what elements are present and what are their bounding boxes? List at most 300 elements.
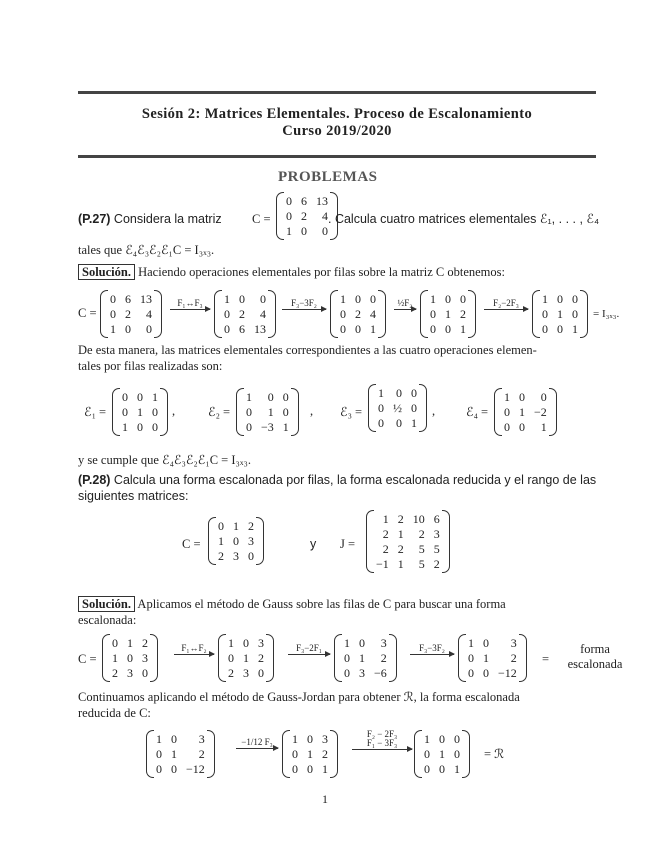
matrix-cell: 0 xyxy=(246,420,252,434)
matrix-cell: −2 xyxy=(534,405,547,419)
matrix-grid xyxy=(244,388,291,436)
p27-chain-start: C = xyxy=(78,306,97,320)
p28-op2-arrow xyxy=(236,738,278,749)
matrix-cell: 0 xyxy=(355,322,361,336)
p27-solution-label: Solución. xyxy=(78,264,135,280)
matrix-cell: 0 xyxy=(228,651,234,665)
p28-solution-a: Aplicamos el método de Gauss sobre las filas de C para buscar una forma xyxy=(137,597,506,611)
matrix-cell: 0 xyxy=(122,405,128,419)
matrix-cell: 0 xyxy=(239,292,245,306)
matrix-grid xyxy=(428,290,468,338)
matrix-grid xyxy=(120,388,160,436)
matrix-cell: −12 xyxy=(498,666,517,680)
matrix-cell: 1 xyxy=(430,292,436,306)
matrix-cell: 1 xyxy=(540,420,547,434)
matrix-cell: 0 xyxy=(454,747,460,761)
matrix-cell: 0 xyxy=(127,651,133,665)
p28-chain-start: C = xyxy=(78,652,97,666)
matrix-cell: 0 xyxy=(430,322,436,336)
matrix-cell: 2 xyxy=(460,307,466,321)
matrix-cell: 1 xyxy=(468,636,474,650)
matrix-cell: 4 xyxy=(322,209,328,223)
p28-chain2-end: = ℛ xyxy=(484,747,505,761)
p27-op-arrow xyxy=(484,299,528,310)
matrix-cell: 1 xyxy=(370,322,376,336)
matrix-cell: 0 xyxy=(483,636,489,650)
matrix-cell: 0 xyxy=(146,322,152,336)
matrix-cell: −3 xyxy=(261,420,274,434)
matrix-cell: 1 xyxy=(382,512,389,526)
p27-matrix-name: C = xyxy=(252,212,271,226)
matrix-cell: 1 xyxy=(439,747,445,761)
matrix-cell: 1 xyxy=(307,747,313,761)
matrix-cell: 0 xyxy=(307,732,313,746)
p28-chain-matrix xyxy=(102,634,158,682)
matrix-cell: 0 xyxy=(224,322,230,336)
elem-matrix-4 xyxy=(494,388,557,436)
comma: , xyxy=(432,404,436,418)
p27-label: (P.27) xyxy=(78,212,111,226)
matrix-cell: 0 xyxy=(439,762,445,776)
matrix-cell: 0 xyxy=(258,666,264,680)
matrix-cell: 0 xyxy=(301,224,307,238)
matrix-cell: 0 xyxy=(224,307,230,321)
matrix-cell: 1 xyxy=(112,651,118,665)
matrix-cell: 0 xyxy=(396,416,402,430)
p27-op-arrow xyxy=(282,299,326,310)
matrix-cell: 0 xyxy=(282,390,289,404)
matrix-cell: 0 xyxy=(292,762,298,776)
matrix-cell: 2 xyxy=(418,527,425,541)
paren-right xyxy=(150,634,158,682)
matrix-cell: 0 xyxy=(344,651,350,665)
matrix-cell: 0 xyxy=(340,322,346,336)
paren-right xyxy=(389,634,397,682)
p27-op-label: F₃−3F₂ xyxy=(291,298,317,308)
matrix-cell: 2 xyxy=(322,747,328,761)
matrix-cell: 0 xyxy=(122,390,128,404)
p27-solution-intro: Haciendo operaciones elementales por filas sobre la matriz C obtenemos: xyxy=(138,265,505,279)
matrix-cell: 0 xyxy=(557,322,563,336)
p28-matrix-C xyxy=(208,517,264,565)
p27-op-label: ½F₂ xyxy=(397,298,413,308)
matrix-cell: 6 xyxy=(125,292,131,306)
matrix-cell: 2 xyxy=(228,666,234,680)
paren-left xyxy=(236,388,244,436)
matrix-cell: 0 xyxy=(424,747,430,761)
matrix-cell: 3 xyxy=(233,549,239,563)
p27-op-label: F₁↔F₃ xyxy=(177,298,203,308)
paren-left xyxy=(368,384,376,432)
paren-right xyxy=(462,730,470,778)
paren-right xyxy=(419,384,427,432)
p28-chain-matrix xyxy=(334,634,397,682)
matrix-cell: 1 xyxy=(504,390,510,404)
matrix-cell: 0 xyxy=(218,519,224,533)
matrix-grid xyxy=(374,510,442,573)
paren-left xyxy=(366,510,374,573)
comma: , xyxy=(310,404,314,418)
p27-closing: y se cumple que ℰ₄ℰ₃ℰ₂ℰ₁C = I₃ₓ₃. xyxy=(78,453,251,467)
matrix-cell: 1 xyxy=(344,636,350,650)
matrix-cell: 0 xyxy=(152,405,158,419)
matrix-cell: 0 xyxy=(110,292,116,306)
p28-chain2-matrix xyxy=(282,730,338,778)
paren-right xyxy=(549,388,557,436)
paren-right xyxy=(266,634,274,682)
p28-chain2-matrix xyxy=(146,730,215,778)
matrix-cell: 1 xyxy=(110,322,116,336)
matrix-cell: 0 xyxy=(540,390,547,404)
matrix-cell: 0 xyxy=(460,292,466,306)
matrix-cell: 0 xyxy=(445,292,451,306)
matrix-grid xyxy=(466,634,519,682)
matrix-cell: 0 xyxy=(292,747,298,761)
matrix-cell: 0 xyxy=(171,762,177,776)
paren-right xyxy=(207,730,215,778)
matrix-grid xyxy=(502,388,549,436)
course-title: Curso 2019/2020 xyxy=(282,123,392,139)
matrix-cell: 0 xyxy=(445,322,451,336)
p27-chain-matrix xyxy=(532,290,588,338)
paren-right xyxy=(378,290,386,338)
matrix-cell: 2 xyxy=(510,651,517,665)
matrix-cell: 4 xyxy=(146,307,152,321)
matrix-grid xyxy=(108,290,154,338)
p28-solution-b: escalonada: xyxy=(78,613,137,627)
paren-left xyxy=(146,730,154,778)
paren-left xyxy=(334,634,342,682)
elem-matrix-1 xyxy=(112,388,168,436)
matrix-grid xyxy=(338,290,378,338)
matrix-cell: 0 xyxy=(355,292,361,306)
p28-op-arrow xyxy=(410,644,454,655)
matrix-cell: 0 xyxy=(572,307,578,321)
matrix-cell: 0 xyxy=(454,732,460,746)
p28-op-arrow xyxy=(174,644,214,655)
paren-left xyxy=(214,290,222,338)
matrix-cell: 0 xyxy=(378,416,384,430)
matrix-cell: 0 xyxy=(557,292,563,306)
matrix-cell: 0 xyxy=(542,307,548,321)
matrix-cell: 2 xyxy=(301,209,307,223)
matrix-cell: 1 xyxy=(246,390,252,404)
matrix-cell: 4 xyxy=(260,307,266,321)
matrix-cell: 0 xyxy=(378,401,384,415)
matrix-cell: 0 xyxy=(504,420,510,434)
matrix-grid xyxy=(216,517,256,565)
p28-form-label-1: forma xyxy=(580,642,610,656)
matrix-cell: 0 xyxy=(267,390,274,404)
matrix-cell: 6 xyxy=(301,194,307,208)
matrix-cell: −12 xyxy=(186,762,205,776)
paren-right xyxy=(330,730,338,778)
paren-left xyxy=(112,388,120,436)
p27-chain-matrix xyxy=(100,290,162,338)
matrix-cell: 1 xyxy=(228,636,234,650)
paren-left xyxy=(420,290,428,338)
p28-c-name: C = xyxy=(182,537,201,551)
p28-chain-matrix xyxy=(218,634,274,682)
matrix-cell: 0 xyxy=(246,405,252,419)
matrix-grid xyxy=(154,730,207,778)
matrix-cell: 1 xyxy=(359,651,365,665)
matrix-cell: 1 xyxy=(542,292,548,306)
matrix-cell: 0 xyxy=(125,322,131,336)
matrix-cell: 2 xyxy=(239,307,245,321)
matrix-grid xyxy=(110,634,150,682)
matrix-cell: 3 xyxy=(510,636,517,650)
matrix-cell: 2 xyxy=(380,651,387,665)
matrix-cell: 6 xyxy=(433,512,440,526)
p28-form-label-2: escalonada xyxy=(567,657,623,671)
matrix-cell: 0 xyxy=(424,762,430,776)
paren-left xyxy=(282,730,290,778)
matrix-grid xyxy=(290,730,330,778)
elem-matrix-2 xyxy=(236,388,299,436)
matrix-cell: 0 xyxy=(282,405,289,419)
paren-right xyxy=(442,510,450,573)
elem-matrix-3 xyxy=(368,384,427,432)
matrix-cell: 1 xyxy=(282,420,289,434)
matrix-cell: 0 xyxy=(142,666,148,680)
matrix-cell: 0 xyxy=(152,420,158,434)
matrix-cell: 3 xyxy=(248,534,254,548)
matrix-cell: 2 xyxy=(258,651,264,665)
matrix-cell: 5 xyxy=(418,542,425,556)
paren-left xyxy=(208,517,216,565)
matrix-cell: 1 xyxy=(286,224,292,238)
matrix-cell: 0 xyxy=(322,224,328,238)
matrix-cell: 3 xyxy=(127,666,133,680)
matrix-cell: 2 xyxy=(112,666,118,680)
paren-right xyxy=(154,290,162,338)
matrix-cell: 2 xyxy=(397,512,404,526)
matrix-cell: 1 xyxy=(156,732,162,746)
p28-op2-label: −1/12 F₃ xyxy=(241,737,273,747)
header-rule-top xyxy=(78,91,596,94)
matrix-cell: 0 xyxy=(286,194,292,208)
p28-j-name: J = xyxy=(340,537,356,551)
matrix-cell: 1 xyxy=(233,519,239,533)
paren-left xyxy=(218,634,226,682)
paren-left xyxy=(330,290,338,338)
matrix-cell: 3 xyxy=(433,527,440,541)
paren-left xyxy=(458,634,466,682)
p27-chain-matrix xyxy=(214,290,276,338)
matrix-cell: 1 xyxy=(171,747,177,761)
p28-para-1: Continuamos aplicando el método de Gauss-Jordan para obtener ℛ, la forma escalonada xyxy=(78,690,520,704)
p28-op2-arrow xyxy=(352,730,412,750)
matrix-grid xyxy=(540,290,580,338)
p28-form-label xyxy=(560,642,630,672)
paren-right xyxy=(580,290,588,338)
matrix-cell: 3 xyxy=(322,732,328,746)
matrix-cell: 3 xyxy=(380,636,387,650)
matrix-cell: 2 xyxy=(218,549,224,563)
p28-op-label: F₃−2F₁ xyxy=(296,643,322,653)
matrix-cell: 13 xyxy=(140,292,152,306)
p28-op2-label-b: F₁ − 3F₃ xyxy=(366,738,398,748)
matrix-grid xyxy=(342,634,389,682)
p27-statement-c: tales que ℰ₄ℰ₃ℰ₂ℰ₁C = I₃ₓ₃. xyxy=(78,243,215,257)
matrix-cell: −6 xyxy=(374,666,387,680)
matrix-cell: 1 xyxy=(424,732,430,746)
matrix-cell: 1 xyxy=(322,762,328,776)
p27-op-arrow xyxy=(394,299,416,310)
p27-para-2: tales por filas realizadas son: xyxy=(78,359,223,373)
p28-statement-b: siguientes matrices: xyxy=(78,489,189,503)
p28-op-label: F₃−3F₂ xyxy=(419,643,445,653)
paren-left xyxy=(532,290,540,338)
matrix-cell: 0 xyxy=(542,322,548,336)
matrix-cell: 5 xyxy=(418,557,425,571)
p28-chain-matrix xyxy=(458,634,527,682)
p28-chain2-matrix xyxy=(414,730,470,778)
matrix-cell: 2 xyxy=(125,307,131,321)
matrix-grid xyxy=(226,634,266,682)
p27-chain-end: = I₃ₓ₃. xyxy=(593,308,620,320)
p28-op-label: F₁↔F₂ xyxy=(181,643,207,653)
p27-op-label: F₂−2F₃ xyxy=(493,298,519,308)
matrix-cell: 0 xyxy=(370,292,376,306)
matrix-cell: 1 xyxy=(292,732,298,746)
matrix-cell: 1 xyxy=(243,651,249,665)
matrix-cell: 1 xyxy=(137,405,143,419)
matrix-cell: 5 xyxy=(433,542,440,556)
page-number: 1 xyxy=(322,792,328,806)
header-rule-bottom xyxy=(78,155,596,158)
matrix-cell: 2 xyxy=(248,519,254,533)
paren-right xyxy=(160,388,168,436)
p27-para-1: De esta manera, las matrices elementales correspondientes a las cuatro operaciones elemen- xyxy=(78,343,537,357)
matrix-cell: 3 xyxy=(142,651,148,665)
paren-right xyxy=(468,290,476,338)
matrix-cell: 3 xyxy=(359,666,365,680)
matrix-cell: 1 xyxy=(572,322,578,336)
paren-right xyxy=(268,290,276,338)
matrix-cell: 13 xyxy=(254,322,266,336)
elem-name: ℰ₄ = xyxy=(466,405,489,419)
matrix-cell: 1 xyxy=(397,527,404,541)
paren-left xyxy=(100,290,108,338)
paren-left xyxy=(102,634,110,682)
matrix-cell: 10 xyxy=(412,512,425,526)
p27-statement-b: . Calcula cuatro matrices elementales ℰ₁, . . . , ℰ₄ xyxy=(328,212,600,226)
p28-label: (P.28) xyxy=(78,473,111,487)
p28-statement-a: Calcula una forma escalonada por filas, la forma escalonada reducida y el rango de las xyxy=(113,473,597,487)
matrix-cell: 2 xyxy=(382,527,389,541)
matrix-cell: 0 xyxy=(171,732,177,746)
matrix-cell: 0 xyxy=(344,666,350,680)
matrix-cell: −1 xyxy=(376,557,389,571)
paren-left xyxy=(276,192,284,240)
matrix-cell: 1 xyxy=(378,386,384,400)
matrix-cell: 0 xyxy=(411,386,417,400)
p28-solution-label: Solución. xyxy=(78,596,135,612)
matrix-cell: 0 xyxy=(430,307,436,321)
matrix-cell: 1 xyxy=(454,762,460,776)
matrix-cell: 0 xyxy=(439,732,445,746)
matrix-cell: 1 xyxy=(519,405,525,419)
matrix-cell: 0 xyxy=(248,549,254,563)
p28-op2-label-a: F₂ − 2F₃ xyxy=(366,729,398,739)
matrix-cell: 6 xyxy=(239,322,245,336)
p27-statement-line1 xyxy=(78,212,222,227)
p27-chain-matrix xyxy=(420,290,476,338)
matrix-cell: 0 xyxy=(156,747,162,761)
matrix-cell: 1 xyxy=(218,534,224,548)
matrix-cell: 2 xyxy=(397,542,404,556)
paren-right xyxy=(291,388,299,436)
matrix-grid xyxy=(422,730,462,778)
matrix-cell: 1 xyxy=(460,322,466,336)
matrix-cell: 0 xyxy=(260,292,266,306)
p28-op-arrow xyxy=(288,644,330,655)
matrix-cell: 0 xyxy=(483,666,489,680)
matrix-cell: 1 xyxy=(445,307,451,321)
matrix-cell: ½ xyxy=(393,401,402,415)
matrix-grid xyxy=(284,192,330,240)
matrix-cell: 0 xyxy=(411,401,417,415)
matrix-cell: 0 xyxy=(110,307,116,321)
matrix-cell: 0 xyxy=(396,386,402,400)
matrix-cell: 1 xyxy=(224,292,230,306)
matrix-cell: 1 xyxy=(557,307,563,321)
p27-op-arrow xyxy=(170,299,210,310)
matrix-cell: 2 xyxy=(382,542,389,556)
paren-right xyxy=(519,634,527,682)
p28-conj: y xyxy=(310,537,317,551)
matrix-cell: 2 xyxy=(433,557,440,571)
matrix-cell: 0 xyxy=(233,534,239,548)
matrix-cell: 0 xyxy=(504,405,510,419)
matrix-cell: 0 xyxy=(137,420,143,434)
matrix-cell: 0 xyxy=(137,390,143,404)
matrix-grid xyxy=(222,290,268,338)
paren-right xyxy=(256,517,264,565)
matrix-cell: 1 xyxy=(267,405,274,419)
matrix-cell: 0 xyxy=(468,651,474,665)
matrix-cell: 0 xyxy=(307,762,313,776)
matrix-cell: 1 xyxy=(483,651,489,665)
matrix-cell: 3 xyxy=(258,636,264,650)
matrix-cell: 0 xyxy=(359,636,365,650)
elem-name: ℰ₁ = xyxy=(84,405,107,419)
matrix-cell: 0 xyxy=(519,420,525,434)
matrix-cell: 2 xyxy=(198,747,205,761)
matrix-cell: 0 xyxy=(468,666,474,680)
p27-chain-matrix xyxy=(330,290,386,338)
p28-statement-line1 xyxy=(78,473,596,488)
elem-name: ℰ₃ = xyxy=(340,405,363,419)
p27-statement-a: Considera la matriz xyxy=(113,212,222,226)
matrix-cell: 3 xyxy=(198,732,205,746)
matrix-cell: 0 xyxy=(340,307,346,321)
matrix-cell: 1 xyxy=(340,292,346,306)
matrix-cell: 1 xyxy=(397,557,404,571)
p28-para-2: reducida de C: xyxy=(78,706,151,720)
elem-name: ℰ₂ = xyxy=(208,405,231,419)
comma: , xyxy=(172,404,176,418)
matrix-cell: 0 xyxy=(519,390,525,404)
matrix-cell: 1 xyxy=(127,636,133,650)
matrix-grid xyxy=(376,384,419,432)
matrix-cell: 4 xyxy=(370,307,376,321)
p28-matrix-J xyxy=(366,510,450,573)
matrix-cell: 0 xyxy=(112,636,118,650)
matrix-cell: 13 xyxy=(316,194,328,208)
